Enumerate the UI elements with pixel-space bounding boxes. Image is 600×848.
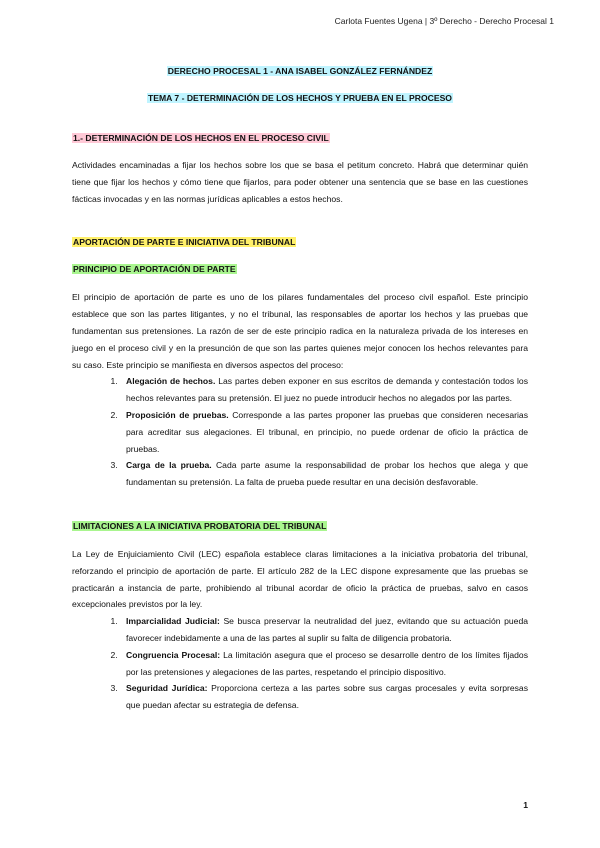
list-item-text: Las partes deben exponer en sus escritos de demanda y contestación todos los hechos relevantes para su pretensión. El juez no puede introducir hechos no alegados por las partes.	[126, 376, 528, 404]
limitaciones-list	[72, 613, 528, 714]
list-item-text: Corresponde a las partes proponer las pruebas que consideren necesarias para acreditar sus alegaciones. El tribunal, en principio, no puede ordenar de oficio la práctica de pruebas.	[126, 409, 528, 454]
list-item-text: Cada parte asume la responsabilidad de probar los hechos que alega y que fundamentan su pretensión. La falta de prueba puede resultar en una decisión desfavorable.	[126, 460, 528, 488]
list-item-term: Proposición de pruebas.	[126, 409, 229, 420]
subsection2-heading: LIMITACIONES A LA INICIATIVA PROBATORIA DEL TRIBUNAL	[73, 520, 327, 531]
aportacion-list	[72, 373, 528, 491]
document-subtitle-block	[72, 93, 528, 103]
subsection1-heading: PRINCIPIO DE APORTACIÓN DE PARTE	[73, 264, 236, 275]
document-title: DERECHO PROCESAL 1 - ANA ISABEL GONZÁLEZ FERNÁNDEZ	[167, 66, 433, 76]
list-item	[120, 613, 528, 647]
list-item	[120, 373, 528, 407]
section2-heading-block	[72, 237, 528, 247]
section1-paragraph: Actividades encaminadas a fijar los hechos sobre los que se basa el petitum concreto. Habrá que determinar quién tiene que fijar los hechos y cómo tiene que fijarlos, para poder obtener una sentencia que se base en las cuestiones fácticas invocadas y en las normas jurídicas aplicables a estos hechos.	[72, 160, 528, 204]
list-item-text: La limitación asegura que el proceso se desarrolle dentro de los límites fijados por las pretensiones y alegaciones de las partes, respetando el principio dispositivo.	[126, 649, 528, 677]
list-item-term: Congruencia Procesal:	[126, 649, 221, 660]
list-item-term: Alegación de hechos.	[126, 376, 216, 387]
list-item-term: Carga de la prueba.	[126, 460, 212, 471]
list-item	[120, 647, 528, 681]
list-item-text: Proporciona certeza a las partes sobre sus cargas procesales y evita sorpresas que puedan afectar su estrategia de defensa.	[126, 683, 528, 711]
list-item-term: Seguridad Jurídica:	[126, 683, 208, 694]
subsection1-paragraph: El principio de aportación de parte es uno de los pilares fundamentales del proceso civil español. Este principio establece que son las partes litigantes, y no el tribunal, las responsables de aportar los hechos y las pruebas que fundamentan sus pretensiones. La razón de ser de este principio radica en la naturaleza privada de los intereses en juego en el proceso civil y en la presunción de que son las partes quienes mejor conocen los hechos relevantes para su caso. Este principio se manifiesta en diversos aspectos del proceso:	[72, 292, 528, 370]
list-item-term: Imparcialidad Judicial:	[126, 616, 220, 627]
subsection2-paragraph: La Ley de Enjuiciamiento Civil (LEC) española establece claras limitaciones a la iniciativa probatoria del tribunal, reforzando el principio de aportación de parte. El artículo 282 de la LEC dispone expresamente que las pruebas se practicarán a instancia de parte, prohibiendo al tribunal acordar de oficio la práctica de pruebas, salvo en casos excepcionales previstos por la ley.	[72, 548, 528, 610]
page-header: Carlota Fuentes Ugena | 3º Derecho - Derecho Procesal 1	[334, 16, 554, 26]
list-item	[120, 457, 528, 491]
section1-heading-block	[72, 133, 528, 143]
subsection2-heading-block	[72, 521, 528, 531]
list-item-text: Se busca preservar la neutralidad del juez, evitando que su actuación pueda favorecer indebidamente a una de las partes al suplir su falta de diligencia probatoria.	[126, 616, 528, 643]
list-item	[120, 407, 528, 457]
document-subtitle: TEMA 7 - DETERMINACIÓN DE LOS HECHOS Y PRUEBA EN EL PROCESO	[147, 93, 452, 103]
page-number: 1	[523, 800, 528, 810]
document-title-block	[72, 66, 528, 76]
section1-heading: 1.- DETERMINACIÓN DE LOS HECHOS EN EL PROCESO CIVIL	[73, 133, 329, 143]
list-item	[120, 680, 528, 714]
document-body	[72, 62, 528, 714]
section2-heading: APORTACIÓN DE PARTE E INICIATIVA DEL TRIBUNAL	[73, 237, 296, 248]
subsection1-heading-block	[72, 264, 528, 274]
